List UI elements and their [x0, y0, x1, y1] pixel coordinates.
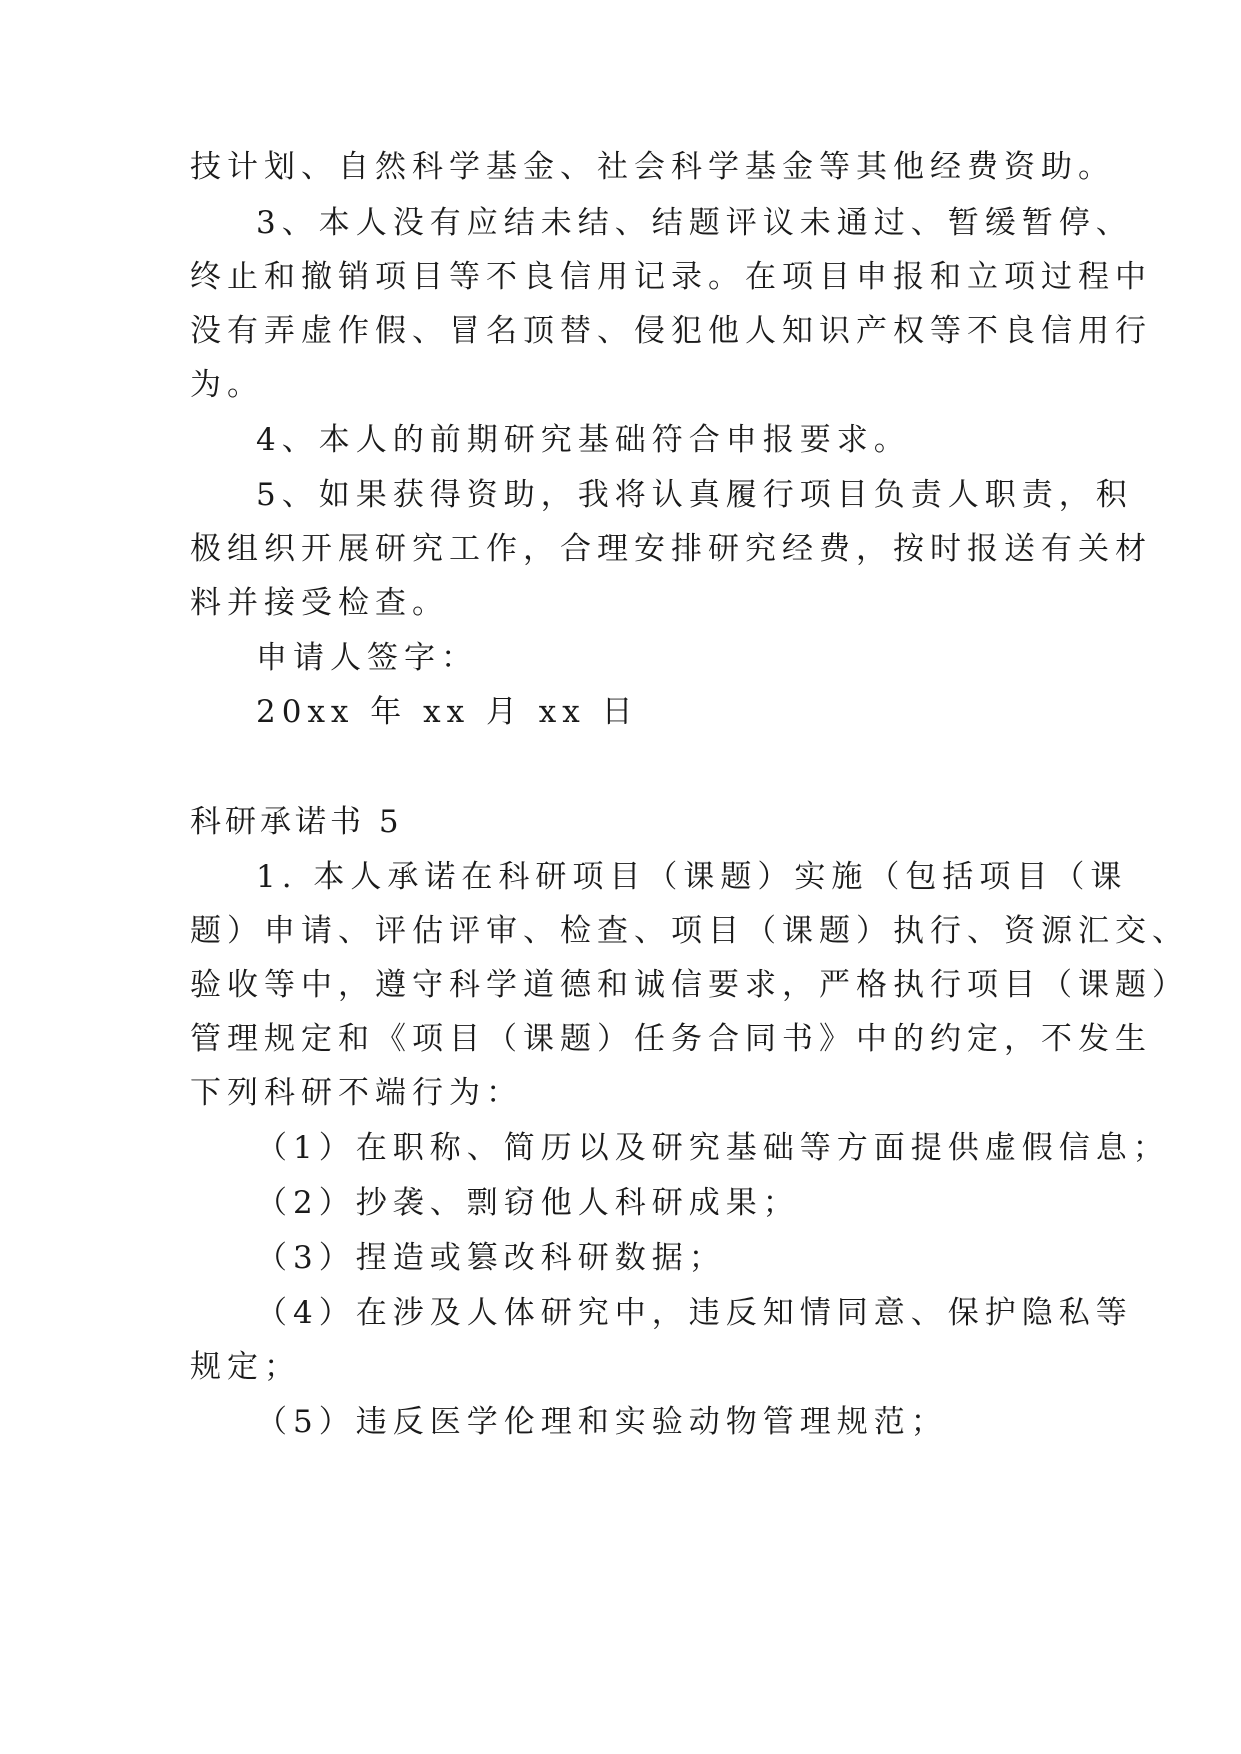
- misconduct-item-2: （2）抄袭、剽窃他人科研成果；: [256, 1185, 800, 1221]
- signature-label: 申请人签字：: [256, 640, 478, 676]
- item-3-line-3: 没有弄虚作假、冒名顶替、侵犯他人知识产权等不良信用行: [190, 313, 1152, 349]
- item-5-line-1: 5、如果获得资助，我将认真履行项目负责人职责，积: [256, 477, 1133, 513]
- item-4-line: 4、本人的前期研究基础符合申报要求。: [256, 422, 911, 458]
- item-5-line-2: 极组织开展研究工作，合理安排研究经费，按时报送有关材: [190, 531, 1152, 567]
- misconduct-item-5: （5）违反医学伦理和实验动物管理规范；: [256, 1404, 948, 1440]
- item-3-line-4: 为。: [190, 367, 264, 403]
- intro-line-4: 管理规定和《项目（课题）任务合同书》中的约定，不发生: [190, 1021, 1152, 1057]
- item-3-line-2: 终止和撤销项目等不良信用记录。在项目申报和立项过程中: [190, 259, 1152, 295]
- misconduct-item-3: （3）捏造或篡改科研数据；: [256, 1240, 726, 1276]
- continuation-line: 技计划、自然科学基金、社会科学基金等其他经费资助。: [190, 149, 1115, 185]
- misconduct-item-4-line-1: （4）在涉及人体研究中，违反知情同意、保护隐私等: [256, 1295, 1133, 1331]
- item-5-line-3: 料并接受检查。: [190, 585, 449, 621]
- item-3-line-1: 3、本人没有应结未结、结题评议未通过、暂缓暂停、: [256, 205, 1133, 241]
- section-title: 科研承诺书 5: [190, 804, 403, 840]
- signature-date: 20xx 年 xx 月 xx 日: [256, 694, 639, 730]
- intro-line-5: 下列科研不端行为：: [190, 1075, 523, 1111]
- intro-line-2: 题）申请、评估评审、检查、项目（课题）执行、资源汇交、: [190, 913, 1189, 949]
- misconduct-item-4-line-2: 规定；: [190, 1349, 301, 1385]
- misconduct-item-1: （1）在职称、简历以及研究基础等方面提供虚假信息；: [256, 1130, 1170, 1166]
- intro-line-3: 验收等中，遵守科学道德和诚信要求，严格执行项目（课题）: [190, 967, 1189, 1003]
- intro-line-1: 1. 本人承诺在科研项目（课题）实施（包括项目（课: [256, 859, 1128, 895]
